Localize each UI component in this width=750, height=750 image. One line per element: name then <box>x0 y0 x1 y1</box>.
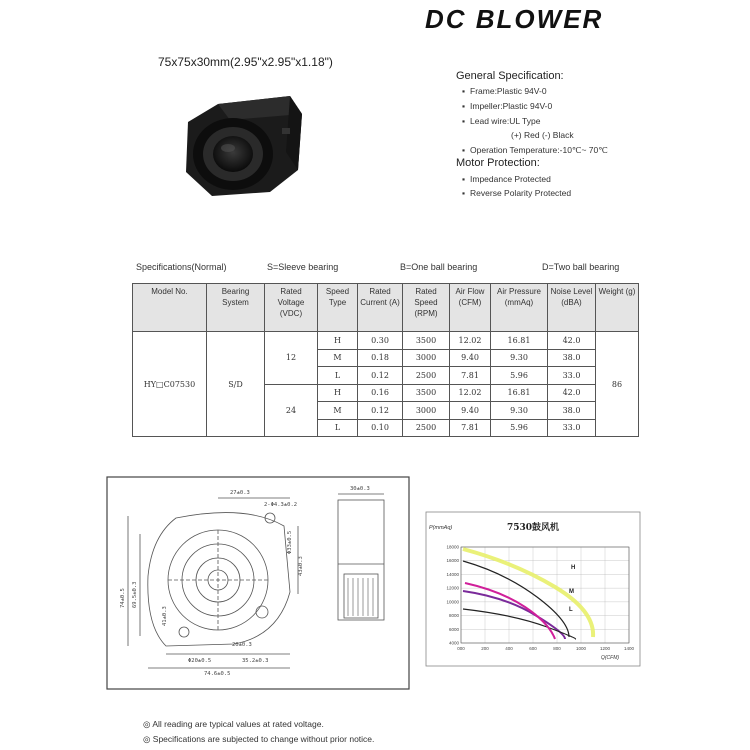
cell-speed-type: M <box>318 402 358 420</box>
spec-item-leadwire: ▪ Lead wire:UL Type <box>462 116 541 126</box>
motor-item-impedance: ▪ Impedance Protected <box>462 174 551 184</box>
dim-top-width: 27±0.3 <box>230 490 250 496</box>
page-title: DC BLOWER <box>425 4 604 34</box>
cell-speed-type: M <box>318 349 358 367</box>
table-header-row <box>133 284 639 332</box>
table-row <box>133 332 639 350</box>
cell-airflow: 12.02 <box>450 384 491 402</box>
cell-noise: 33.0 <box>548 419 596 437</box>
y-tick-label: 10000 <box>446 599 459 605</box>
dim-outlet-width: Φ33±0.5 <box>287 530 293 554</box>
y-tick-label: 18000 <box>446 544 459 550</box>
general-spec-heading: General Specification: <box>456 70 564 82</box>
cell-voltage: 24 <box>265 384 318 437</box>
cell-speed: 3500 <box>403 384 450 402</box>
cell-speed: 3000 <box>403 402 450 420</box>
cell-noise: 33.0 <box>548 367 596 385</box>
x-tick-label: 000 <box>457 646 465 651</box>
curve-label-m: M <box>569 589 574 595</box>
cell-airflow: 9.40 <box>450 402 491 420</box>
x-tick-label: 200 <box>481 646 489 651</box>
motor-protection-heading: Motor Protection: <box>456 157 540 169</box>
cell-airflow: 12.02 <box>450 332 491 350</box>
dim-side: 41±0.3 <box>162 606 168 626</box>
cell-speed-type: H <box>318 384 358 402</box>
dim-offset: 35.2±0.3 <box>242 658 269 664</box>
footer-note-2: ◎ Specifications are subjected to change without prior notice. <box>143 734 375 744</box>
cell-noise: 38.0 <box>548 349 596 367</box>
y-tick-label: 4000 <box>448 640 459 646</box>
col-model: Model No. <box>133 284 207 332</box>
col-current: Rated Current (A) <box>358 284 403 332</box>
x-tick-label: 600 <box>529 646 537 651</box>
col-weight: Weight (g) <box>596 284 639 332</box>
dim-mount-holes: 2-Φ4.3±0.2 <box>264 502 298 508</box>
spec-item-impeller: ▪ Impeller:Plastic 94V-0 <box>462 101 553 111</box>
col-voltage: Rated Voltage (VDC) <box>265 284 318 332</box>
graph-xlabel: Q(CFM) <box>601 655 620 661</box>
performance-curve <box>425 511 641 667</box>
blower-photo <box>178 92 308 202</box>
footer-note-1: ◎ All reading are typical values at rated voltage. <box>143 719 324 729</box>
curve-label-l: L <box>569 607 573 613</box>
dim-width: 74.6±0.5 <box>204 671 231 677</box>
cell-weight: 86 <box>596 332 639 437</box>
cell-current: 0.30 <box>358 332 403 350</box>
motor-item-polarity: ▪ Reverse Polarity Protected <box>462 188 572 198</box>
cell-airflow: 7.81 <box>450 419 491 437</box>
cell-speed: 3500 <box>403 332 450 350</box>
dim-small: 20±0.3 <box>232 642 252 648</box>
cell-airflow: 7.81 <box>450 367 491 385</box>
col-noise: Noise Level (dBA) <box>548 284 596 332</box>
col-speed: Rated Speed (RPM) <box>403 284 450 332</box>
col-speed-type: Speed Type <box>318 284 358 332</box>
cell-pressure: 5.96 <box>491 419 548 437</box>
col-pressure: Air Pressure (mmAq) <box>491 284 548 332</box>
cell-speed-type: L <box>318 419 358 437</box>
col-bearing: Bearing System <box>207 284 265 332</box>
cell-speed: 2500 <box>403 367 450 385</box>
cell-current: 0.16 <box>358 384 403 402</box>
x-tick-label: 1000 <box>575 646 587 651</box>
sleeve-bearing-note: S=Sleeve bearing <box>267 262 339 272</box>
curve-label-h: H <box>571 565 576 571</box>
dim-height: 74±0.5 <box>120 588 126 608</box>
cell-speed: 2500 <box>403 419 450 437</box>
y-tick-label: 14000 <box>446 571 459 577</box>
cell-pressure: 16.81 <box>491 332 548 350</box>
x-tick-label: 800 <box>553 646 561 651</box>
cell-noise: 38.0 <box>548 402 596 420</box>
y-tick-label: 6000 <box>448 626 459 632</box>
x-tick-label: 400 <box>505 646 513 651</box>
spec-item-frame: ▪ Frame:Plastic 94V-0 <box>462 86 547 96</box>
mechanical-drawing <box>106 476 410 690</box>
cell-current: 0.18 <box>358 349 403 367</box>
spec-item-wire-colors: (+) Red (-) Black <box>511 130 574 140</box>
product-size: 75x75x30mm(2.95"x2.95"x1.18") <box>158 55 333 69</box>
cell-current: 0.12 <box>358 367 403 385</box>
spec-table <box>132 283 639 437</box>
cell-pressure: 9.30 <box>491 349 548 367</box>
dim-inner-height: 69.5±0.3 <box>132 581 138 608</box>
dim-thickness: 30±0.3 <box>350 486 370 492</box>
cell-pressure: 9.30 <box>491 402 548 420</box>
one-ball-bearing-note: B=One ball bearing <box>400 262 478 272</box>
cell-bearing: S/D <box>207 332 265 437</box>
x-tick-label: 1200 <box>599 646 611 651</box>
cell-pressure: 5.96 <box>491 367 548 385</box>
y-tick-label: 8000 <box>448 613 459 619</box>
col-airflow: Air Flow (CFM) <box>450 284 491 332</box>
two-ball-bearing-note: D=Two ball bearing <box>542 262 620 272</box>
spec-item-temperature: ▪ Operation Temperature:-10℃~ 70℃ <box>462 145 608 155</box>
graph-ylabel: P(mmAq) <box>429 525 453 531</box>
cell-speed-type: L <box>318 367 358 385</box>
graph-title: 7530鼓风机 <box>507 523 560 533</box>
y-tick-label: 16000 <box>446 558 459 564</box>
cell-model: HY□C07530 <box>133 332 207 437</box>
x-tick-label: 1400 <box>623 646 635 651</box>
spec-normal-label: Specifications(Normal) <box>136 262 227 272</box>
y-tick-label: 12000 <box>446 585 459 591</box>
cell-pressure: 16.81 <box>491 384 548 402</box>
dim-outlet: 43±0.3 <box>298 556 304 576</box>
cell-noise: 42.0 <box>548 332 596 350</box>
cell-airflow: 9.40 <box>450 349 491 367</box>
cell-speed: 3000 <box>403 349 450 367</box>
dim-hub: Φ20±0.5 <box>188 658 212 664</box>
cell-noise: 42.0 <box>548 384 596 402</box>
cell-speed-type: H <box>318 332 358 350</box>
cell-current: 0.12 <box>358 402 403 420</box>
cell-voltage: 12 <box>265 332 318 385</box>
cell-current: 0.10 <box>358 419 403 437</box>
